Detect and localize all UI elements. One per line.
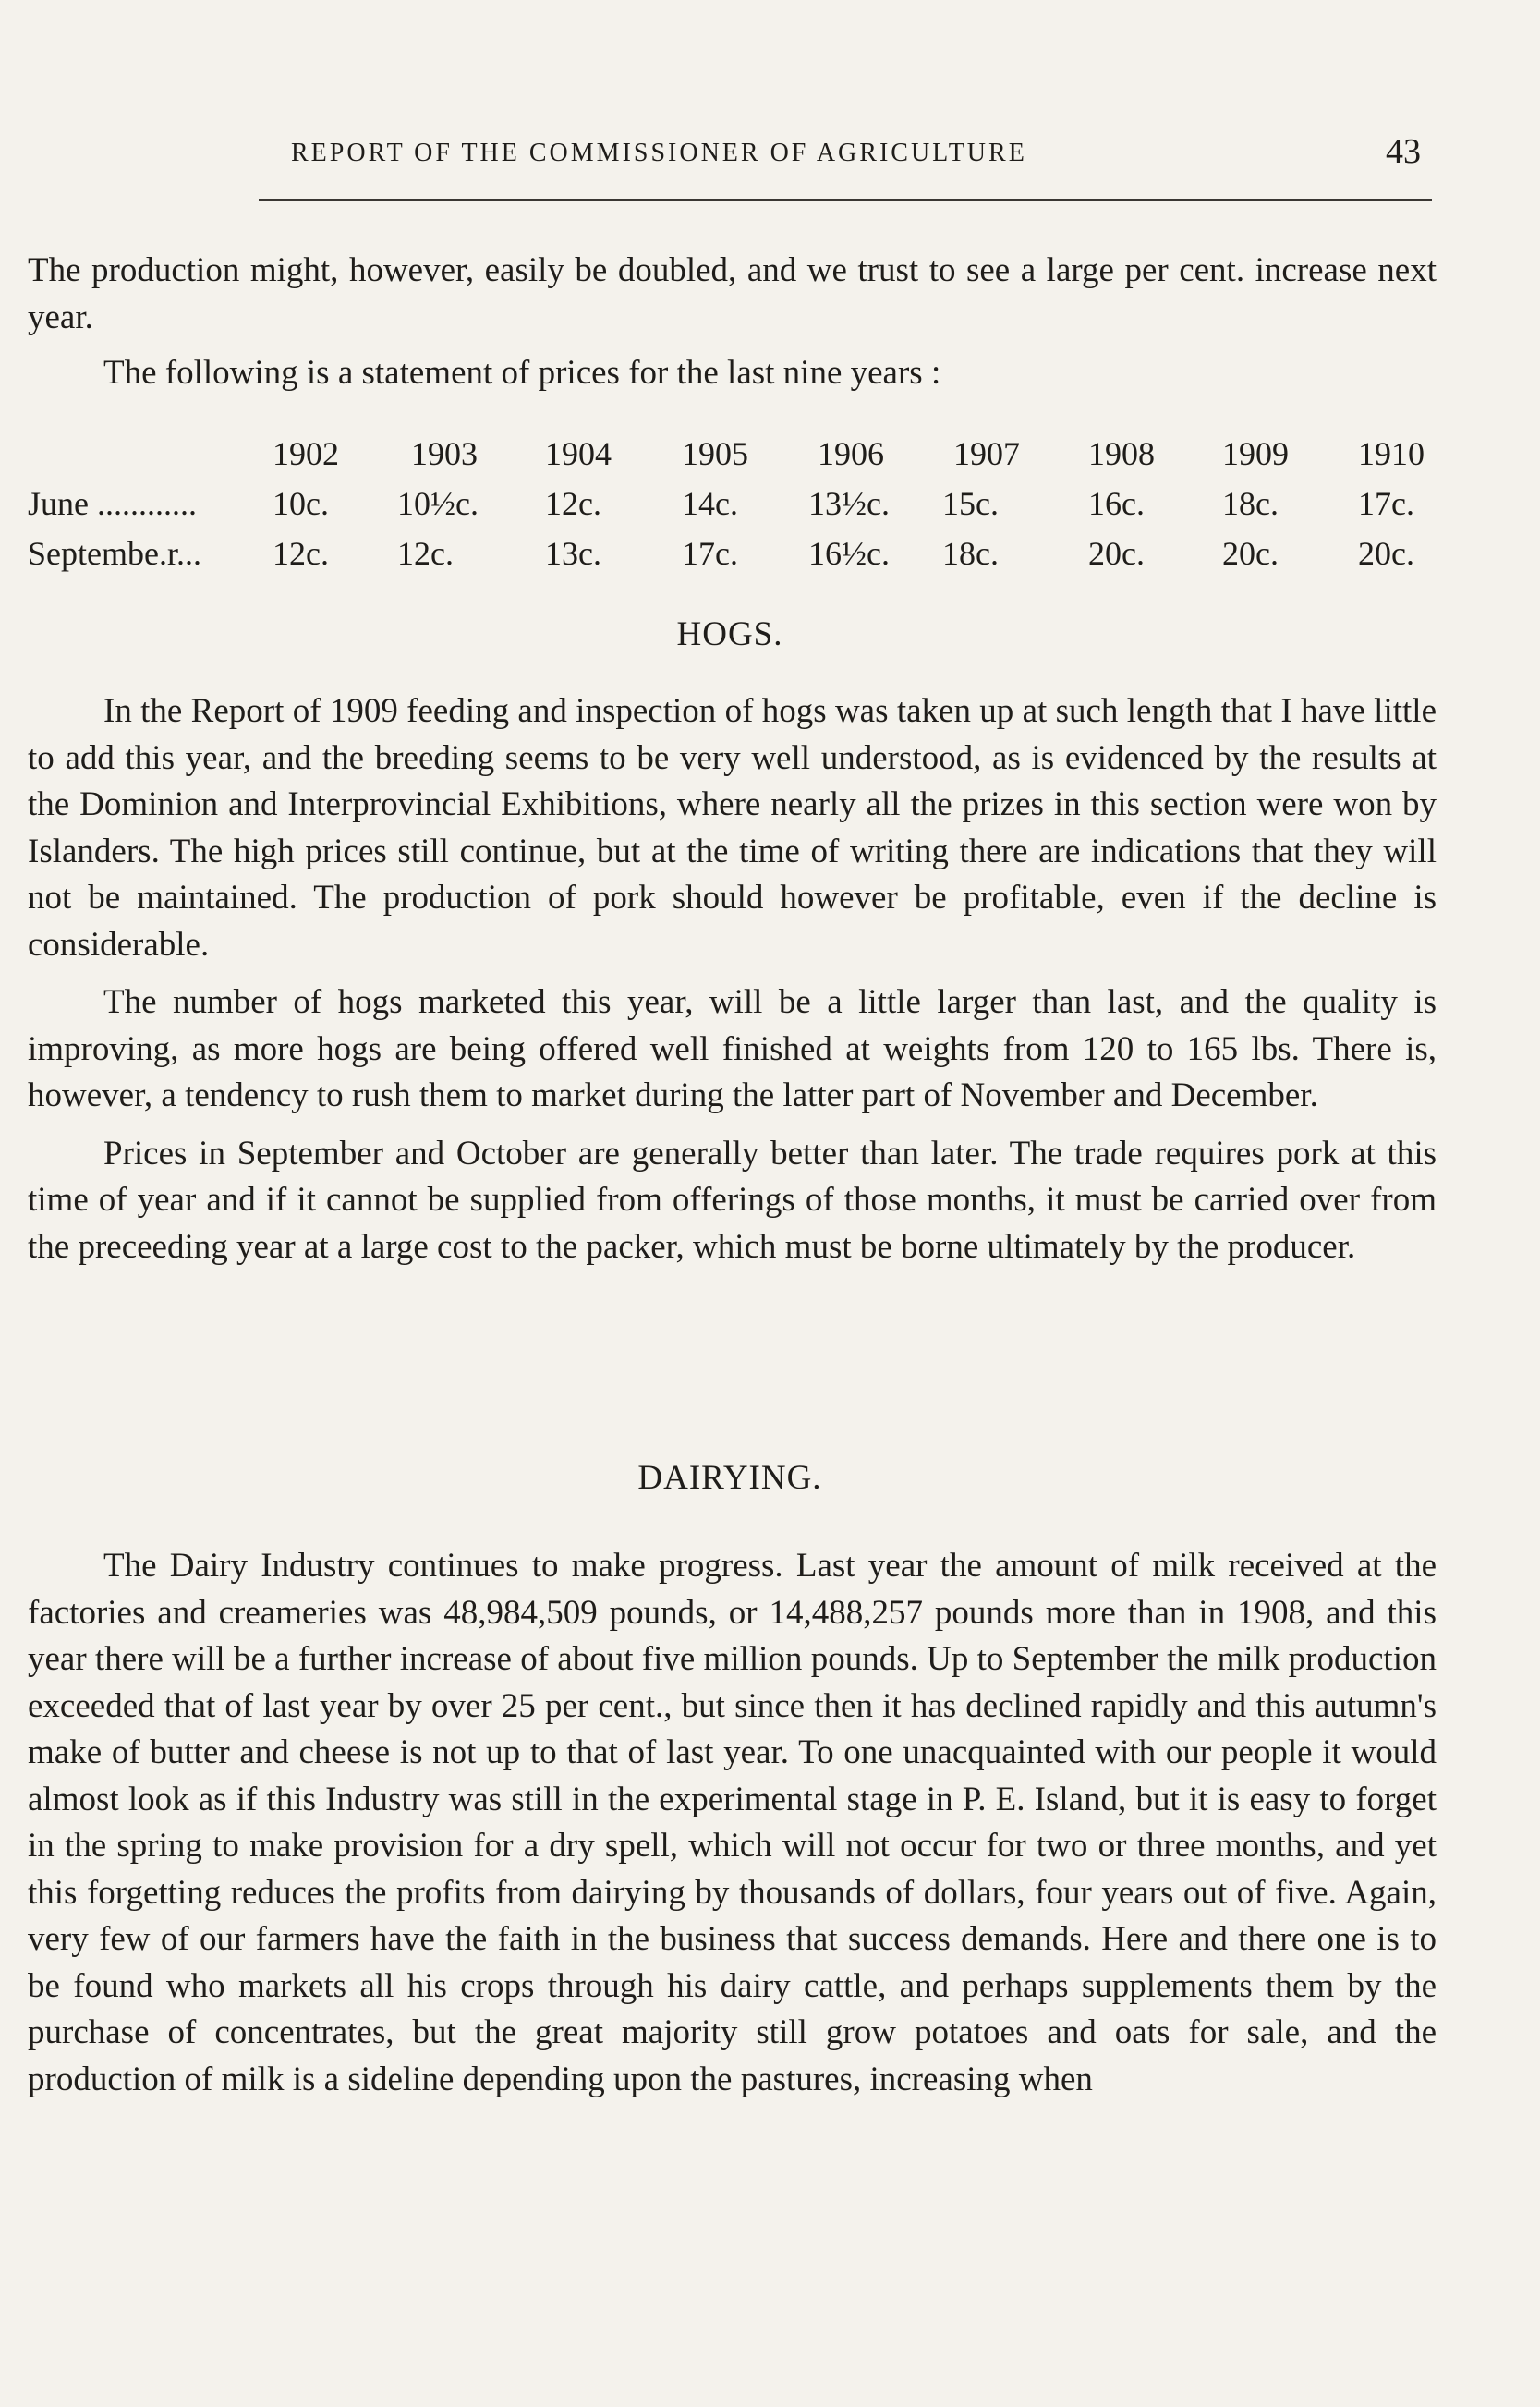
running-title: REPORT OF THE COMMISSIONER OF AGRICULTURE xyxy=(291,139,1027,167)
year-cell: 1906 xyxy=(818,435,884,472)
table-header-row xyxy=(28,434,1441,484)
intro-paragraph: The production might, however, easily be doubled, and we trust to see a large per cent. increase next year. xyxy=(28,251,1437,336)
page-number: 43 xyxy=(1386,132,1421,171)
hogs-paragraph: The number of hogs marketed this year, will be a little larger than last, and the quality is improving, as more hogs are being offered well finished at weights from 120 to 165 lbs. There is, however, a tendency to rush them to market during the latter part of November and December. xyxy=(28,983,1437,1114)
table-row-september xyxy=(28,534,1441,584)
price-cell: 14c. xyxy=(682,485,738,522)
price-table xyxy=(28,434,1441,584)
price-cell: 18c. xyxy=(1222,485,1279,522)
price-cell: 12c. xyxy=(273,535,329,572)
price-cell: 12c. xyxy=(545,485,601,522)
price-cell: 17c. xyxy=(682,535,738,572)
price-cell: 13c. xyxy=(545,535,601,572)
year-cell: 1909 xyxy=(1222,435,1289,472)
year-cell: 1908 xyxy=(1088,435,1155,472)
section-heading-hogs: HOGS. xyxy=(676,615,783,653)
price-cell: 12c. xyxy=(397,535,454,572)
row-label: June ............ xyxy=(28,485,197,522)
hogs-paragraph: Prices in September and October are generally better than later. The trade requires pork at this time of year and if it cannot be supplied from offerings of those months, it must be carried over from the preceeding year at a large cost to the packer, which must be borne ultimately by the producer. xyxy=(28,1134,1437,1266)
price-cell: 10½c. xyxy=(397,485,479,522)
section-heading-dairying: DAIRYING. xyxy=(637,1459,822,1497)
year-cell: 1902 xyxy=(273,435,339,472)
year-cell: 1910 xyxy=(1358,435,1425,472)
hogs-paragraph: In the Report of 1909 feeding and inspection of hogs was taken up at such length that I have little to add this year, and the breeding seems to be very well understood, as is evidenced by the results at the Dominion and Interprovincial Exhibitions, where nearly all the prizes in this section were won by Islanders. The high prices still continue, but at the time of writing there are indications that they will not be maintained. The production of pork should however be profitable, even if the decline is considerable. xyxy=(28,692,1437,964)
table-lead-paragraph: The following is a statement of prices for the last nine years : xyxy=(103,354,941,392)
price-cell: 16½c. xyxy=(808,535,890,572)
row-label: Septembe.r... xyxy=(28,535,201,572)
price-cell: 20c. xyxy=(1222,535,1279,572)
price-cell: 10c. xyxy=(273,485,329,522)
hogs-section xyxy=(28,688,1437,1270)
year-cell: 1903 xyxy=(411,435,478,472)
year-cell: 1907 xyxy=(953,435,1020,472)
intro-section xyxy=(28,248,1437,397)
price-cell: 15c. xyxy=(942,485,999,522)
table-row-june xyxy=(28,484,1441,534)
price-cell: 18c. xyxy=(942,535,999,572)
price-cell: 13½c. xyxy=(808,485,890,522)
year-cell: 1904 xyxy=(545,435,612,472)
year-cell: 1905 xyxy=(682,435,748,472)
header-rule xyxy=(259,199,1432,201)
price-cell: 20c. xyxy=(1088,535,1145,572)
price-cell: 16c. xyxy=(1088,485,1145,522)
price-cell: 17c. xyxy=(1358,485,1414,522)
dairying-section xyxy=(28,1543,1437,2103)
dairying-paragraph: The Dairy Industry continues to make progress. Last year the amount of milk received at the factories and creameries was 48,984,509 pounds, or 14,488,257 pounds more than in 1908, and this year there will be a further increase of about five million pounds. Up to September the milk production exceeded that of last year by over 25 per cent., but since then it has declined rapidly and this autumn's make of butter and cheese is not up to that of last year. To one unacquainted with our people it would almost look as if this Industry was still in the experimental stage in P. E. Island, but it is easy to forget in the spring to make provision for a dry spell, which will not occur for two or three months, and yet this forgetting reduces the profits from dairying by thousands of dollars, four years out of five. Again, very few of our farmers have the faith in the business that success demands. Here and there one is to be found who markets all his crops through his dairy cattle, and perhaps supplements them by the purchase of concentrates, but the great majority still grow potatoes and oats for sale, and the production of milk is a sideline depending upon the pastures, increasing when xyxy=(28,1547,1437,2098)
price-cell: 20c. xyxy=(1358,535,1414,572)
